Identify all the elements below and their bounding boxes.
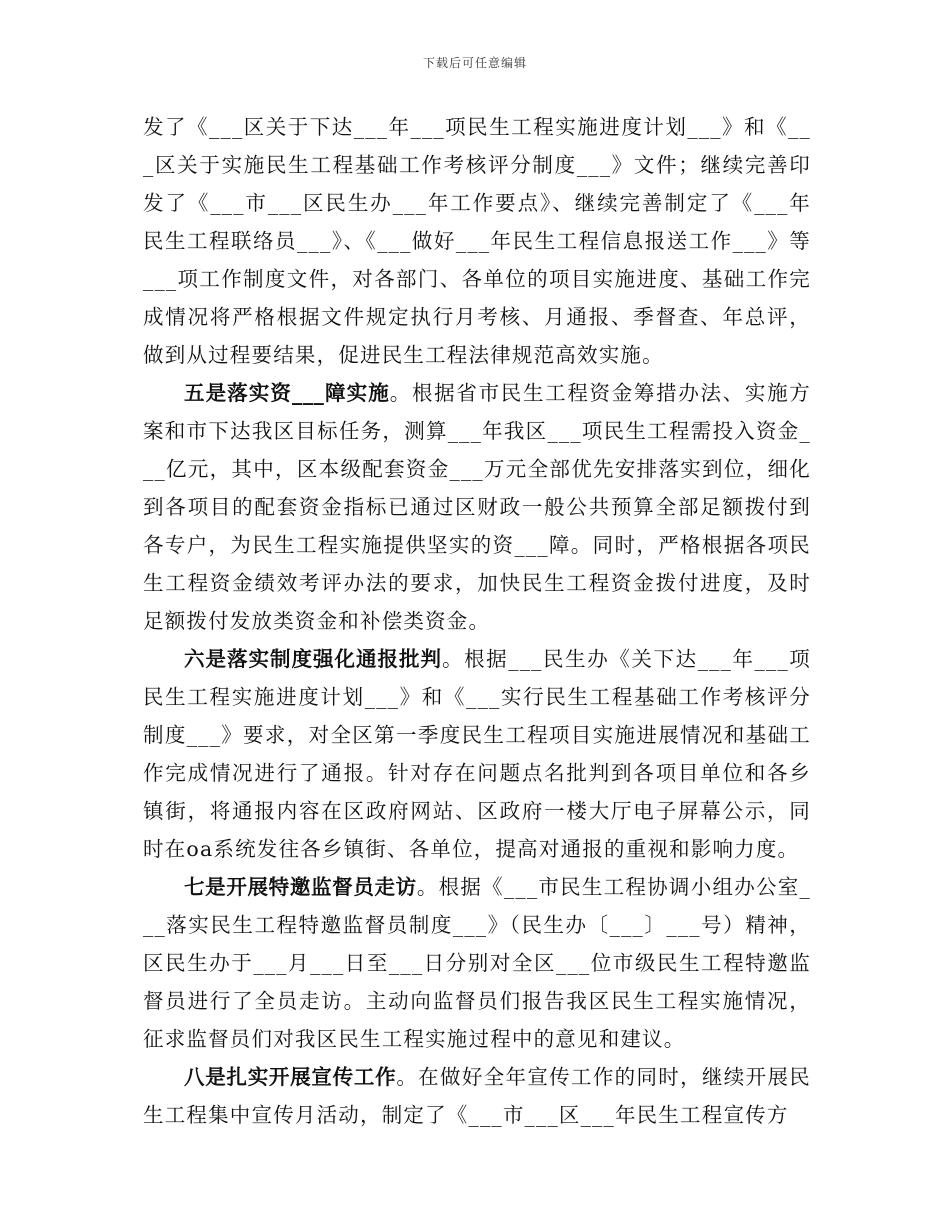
paragraph-notification <box>143 640 811 868</box>
paragraph-heading: 五是落实资___障实施 <box>184 381 390 405</box>
page-header: 下载后可任意编辑 <box>422 56 527 70</box>
paragraph-heading: 六是落实制度强化通报批判 <box>184 647 442 671</box>
paragraph-heading: 七是开展特邀监督员走访 <box>184 875 417 899</box>
paragraph-publicity <box>143 1058 811 1134</box>
paragraph-heading: 八是扎实开展宣传工作 <box>184 1065 397 1089</box>
document-body <box>143 108 811 1134</box>
paragraph-text: 发了《___区关于下达___年___项民生工程实施进度计划___》和《___区关于实施民生工程基础工作考核评分制度___》文件；继续完善印发了《___市___区民生办___年工作要点》、继续完善制定了《___年民生工程联络员___》、《___做好___年民生工程信息报送工作___》等___项工作制度文件，对各部门、各单位的项目实施进度、基础工作完成情况将严格根据文件规定执行月考核、月通报、季督查、年总评，做到从过程要结果，促进民生工程法律规范高效实施。 <box>143 115 811 367</box>
paragraph-text: 。根据省市民生工程资金筹措办法、实施方案和市下达我区目标任务，测算___年我区___项民生工程需投入资金___亿元，其中，区本级配套资金___万元全部优先安排落实到位，细化到各项目的配套资金指标已通过区财政一般公共预算全部足额拨付到各专户，为民生工程实施提供坚实的资___障。同时，严格根据各项民生工程资金绩效考评办法的要求，加快民生工程资金拨付进度，及时足额拨付发放类资金和补偿类资金。 <box>143 381 811 633</box>
paragraph-supervisor-visit <box>143 868 811 1058</box>
paragraph-text: 。根据___民生办《关下达___年___项民生工程实施进度计划___》和《___实行民生工程基础工作考核评分制度___》要求，对全区第一季度民生工程项目实施进展情况和基础工作完成情况进行了通报。针对存在问题点名批判到各项目单位和各乡镇街，将通报内容在区政府网站、区政府一楼大厅电子屏幕公示，同时在oa系统发往各乡镇街、各单位，提高对通报的重视和影响力度。 <box>143 647 812 861</box>
paragraph-continued <box>143 108 811 374</box>
paragraph-text: 。在做好全年宣传工作的同时，继续开展民生工程集中宣传月活动，制定了《___市___区___年民生工程宣传方 <box>143 1065 811 1127</box>
paragraph-fund-guarantee <box>143 374 811 640</box>
paragraph-text: 。根据《___市民生工程协调小组办公室___落实民生工程特邀监督员制度___》（民生办〔___〕___号）精神，区民生办于___月___日至___日分别对全区___位市级民生工程特邀监督员进行了全员走访。主动向监督员们报告我区民生工程实施情况，征求监督员们对我区民生工程实施过程中的意见和建议。 <box>143 875 811 1051</box>
